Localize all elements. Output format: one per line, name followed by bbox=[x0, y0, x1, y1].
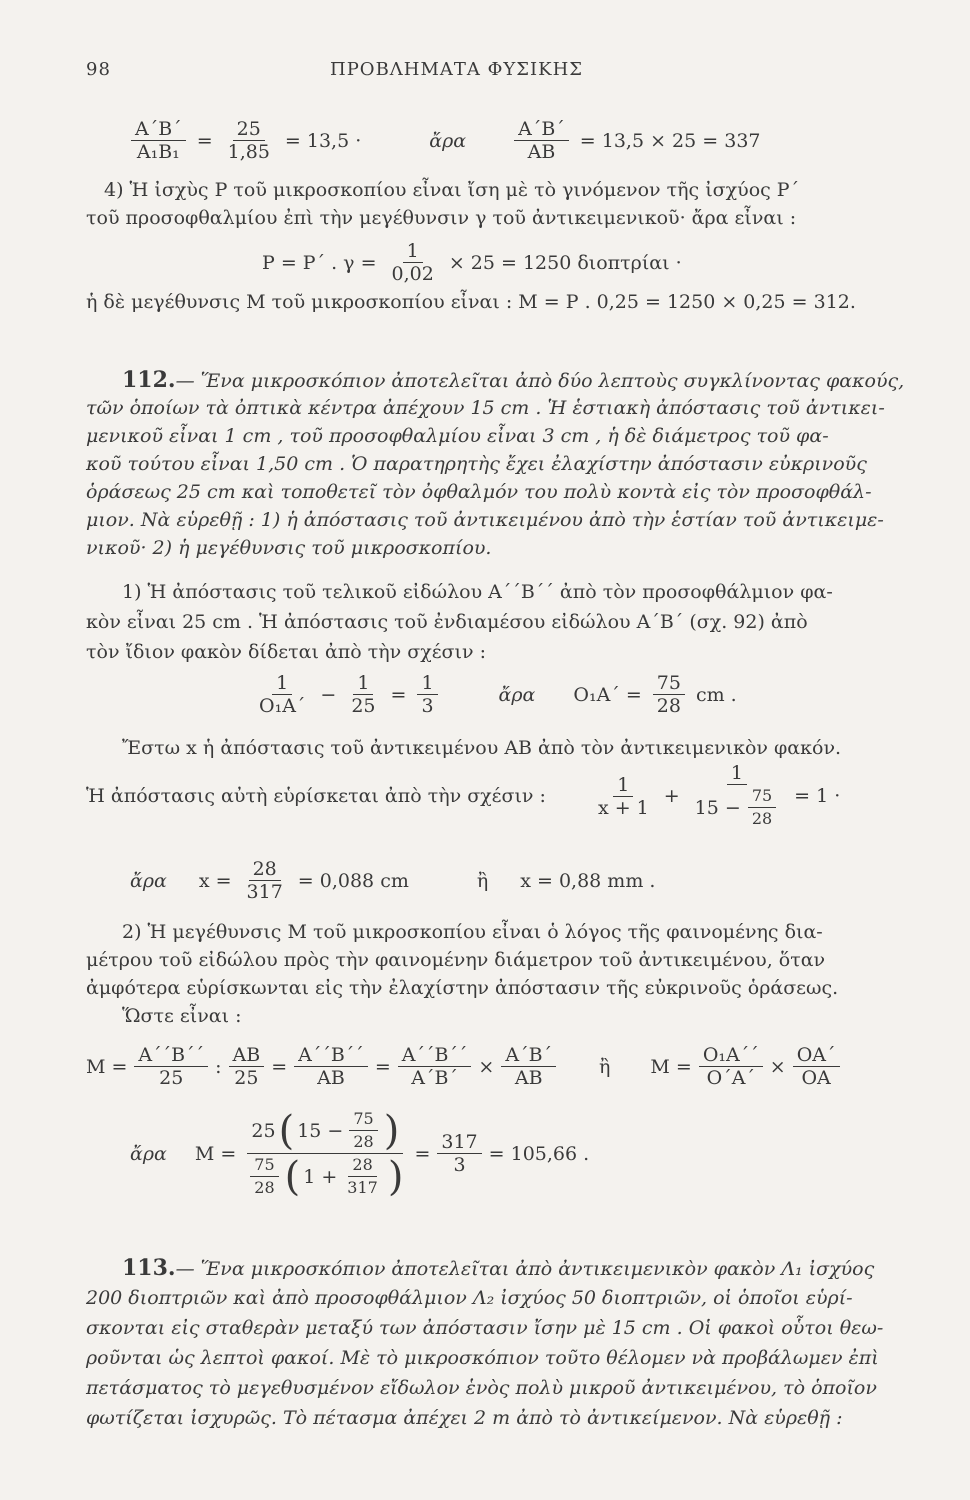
problem-112 bbox=[122, 368, 904, 393]
frac-num: 1 bbox=[353, 672, 373, 695]
text-line: 200 διοπτριῶν καὶ ἀπὸ προσοφθάλμιον Λ₂ ἰσχύος 50 διοπτριῶν, οἱ ὁποῖοι εὑρί- bbox=[86, 1287, 853, 1309]
frac-num: Α΄Β΄ bbox=[514, 118, 569, 141]
frac-den: 25 bbox=[234, 1067, 259, 1089]
ara-word: ἄρα bbox=[130, 1142, 167, 1165]
frac-num: ΑΒ bbox=[229, 1044, 265, 1067]
eq-result: = 0,088 cm bbox=[297, 869, 409, 892]
frac-num: 28 bbox=[348, 1154, 376, 1177]
text-line: σκονται εἰς σταθερὰν μεταξύ των ἀπόστασιν ἴσην μὲ 15 cm . Οἱ φακοὶ οὗτοι θεω- bbox=[86, 1317, 884, 1339]
frac-den: 25 bbox=[351, 695, 376, 717]
eq-result: = 13,5 × 25 = 337 bbox=[579, 129, 761, 152]
frac-den: 28 bbox=[656, 695, 681, 717]
frac-den: x + 1 bbox=[597, 796, 649, 819]
frac-den: ΑΒ bbox=[527, 141, 556, 163]
frac-num: ΟΑ΄ bbox=[793, 1044, 840, 1067]
problem-number: 112. bbox=[122, 367, 176, 393]
eq-sign: = bbox=[390, 683, 407, 706]
text-line: — Ἕνα μικροσκόπιον ἀποτελεῖται ἀπὸ δύο λεπτοὺς συγκλίνοντας φακούς, bbox=[175, 370, 905, 392]
paren-open: ( bbox=[278, 1107, 295, 1154]
frac-num: 1 bbox=[727, 762, 747, 785]
text-line: τῶν ὁποίων τὰ ὀπτικὰ κέντρα ἀπέχουν 15 cm . Ἡ ἑστιακὴ ἀπόστασις τοῦ ἀντικει- bbox=[86, 397, 885, 419]
eq-lhs: Ο₁Α΄ = bbox=[573, 683, 642, 706]
equation-final-m bbox=[130, 1108, 589, 1199]
text-line: μέτρου τοῦ εἰδώλου πρὸς τὴν φαινομένην διάμετρον τοῦ ἀντικειμένου, ὅταν bbox=[86, 949, 826, 971]
paren-open: ( bbox=[284, 1153, 301, 1200]
frac-den: 3 bbox=[453, 1154, 466, 1176]
frac-den: 317 bbox=[246, 881, 283, 903]
frac-num: Α΄΄Β΄΄ bbox=[294, 1044, 368, 1067]
text-line: 2) Ἡ μεγέθυνσις Μ τοῦ μικροσκοπίου εἶναι ὁ λόγος τῆς φαινομένης δια- bbox=[122, 921, 823, 943]
frac-den: 28 bbox=[751, 809, 773, 828]
frac-num: Ο₁Α΄΄ bbox=[699, 1044, 763, 1067]
frac-den: 25 bbox=[159, 1067, 184, 1089]
text-line: μιον. Νὰ εὑρεθῇ : 1) ἡ ἀπόστασις τοῦ ἀντικειμένου ἀπὸ τὴν ἑστίαν τοῦ ἀντικειμε- bbox=[86, 509, 884, 531]
eq-lhs: x = bbox=[198, 869, 232, 892]
text-line: φωτίζεται ἰσχυρῶς. Τὸ πέτασμα ἀπέχει 2 m ἀπὸ τὸ ἀντικείμενον. Νὰ εὑρεθῇ : bbox=[86, 1407, 843, 1429]
frac-den: 1,85 bbox=[227, 141, 270, 163]
text-line: ἀμφότερα εὑρίσκωνται εἰς τὴν ἐλαχίστην ἀπόστασιν τῆς εὐκρινοῦς ὁράσεως. bbox=[86, 977, 839, 999]
text-line: τὸν ἴδιον φακὸν δίδεται ἀπὸ τὴν σχέσιν : bbox=[86, 641, 486, 663]
times-sign: × bbox=[478, 1055, 495, 1078]
or-word: ἢ bbox=[599, 1055, 611, 1078]
equation-lens bbox=[252, 672, 737, 717]
equation-relation bbox=[86, 762, 840, 830]
frac-num: 75 bbox=[250, 1154, 278, 1177]
frac-den bbox=[691, 785, 784, 830]
minus-sign: − bbox=[320, 683, 337, 706]
eq-result: x = 0,88 mm . bbox=[520, 869, 656, 892]
equation-x bbox=[130, 858, 655, 903]
frac-num: 1 bbox=[403, 240, 423, 263]
text-line: Ὥστε εἶναι : bbox=[122, 1005, 242, 1027]
times-sign: × bbox=[769, 1055, 786, 1078]
eq-sign: = bbox=[414, 1142, 431, 1165]
frac-den: Α₁Β₁ bbox=[136, 141, 180, 163]
frac-num: 75 bbox=[349, 1108, 377, 1131]
text-line: 1) Ἡ ἀπόστασις τοῦ τελικοῦ εἰδώλου Α΄΄Β΄΄ ἀπὸ τὸν προσοφθάλμιον φα- bbox=[122, 581, 833, 603]
text-line: τοῦ προσοφθαλμίου ἐπὶ τὴν μεγέθυνσιν γ τοῦ ἀντικειμενικοῦ· ἄρα εἶναι : bbox=[86, 207, 797, 229]
eq-sign: = bbox=[271, 1055, 288, 1078]
frac-num: 317 bbox=[437, 1131, 481, 1154]
frac-den: Ο΄Α΄ bbox=[706, 1067, 755, 1089]
text-line: ροῦνται ὡς λεπτοὶ φακοί. Μὲ τὸ μικροσκόπιον τοῦτο θέλομεν νὰ προβάλωμεν ἐπὶ bbox=[86, 1347, 879, 1369]
eq-lhs: Μ = bbox=[650, 1055, 692, 1078]
frac-num: 28 bbox=[249, 858, 281, 881]
frac-num: Α΄΄Β΄΄ bbox=[398, 1044, 472, 1067]
frac-num: 75 bbox=[748, 785, 776, 808]
frac-num: 1 bbox=[272, 672, 292, 695]
ara-word: ἄρα bbox=[498, 683, 536, 706]
num-term: 15 − bbox=[297, 1119, 344, 1142]
ara-word: ἄρα bbox=[429, 129, 467, 152]
frac-num: 1 bbox=[613, 774, 633, 797]
num-term: 25 bbox=[251, 1119, 276, 1142]
eq-result: = 1 · bbox=[794, 785, 841, 807]
text-line: μενικοῦ εἶναι 1 cm , τοῦ προσοφθαλμίου εἶναι 3 cm , ἡ δὲ διάμετρος τοῦ φα- bbox=[86, 425, 829, 447]
text-line: νικοῦ· 2) ἡ μεγέθυνσις τοῦ μικροσκοπίου. bbox=[86, 537, 492, 559]
frac-num: 25 bbox=[233, 118, 265, 141]
unit: cm . bbox=[695, 683, 737, 706]
frac-den: ΑΒ bbox=[514, 1067, 543, 1089]
colon-sign: : bbox=[215, 1055, 222, 1078]
paren-close: ) bbox=[387, 1153, 404, 1200]
frac-den: Α΄Β΄ bbox=[411, 1067, 458, 1089]
equation-ratio bbox=[128, 118, 761, 163]
text-line: κὸν εἶναι 25 cm . Ἡ ἀπόστασις τοῦ ἐνδιαμέσου εἰδώλου Α΄Β΄ (σχ. 92) ἀπὸ bbox=[86, 611, 808, 633]
problem-number: 113. bbox=[122, 1255, 176, 1281]
text-line: 4) Ἡ ἰσχὺς Ρ τοῦ μικροσκοπίου εἶναι ἴση μὲ τὸ γινόμενον τῆς ἰσχύος Ρ΄ bbox=[104, 179, 800, 201]
text-line: πετάσματος τὸ μεγεθυσμένον εἴδωλον ἑνὸς πολὺ μικροῦ ἀντικειμένου, τὸ ὁποῖον bbox=[86, 1377, 877, 1399]
plus-sign: + bbox=[663, 785, 680, 807]
problem-113 bbox=[122, 1256, 874, 1281]
text-line: Ἡ ἀπόστασις αὐτὴ εὑρίσκεται ἀπὸ τὴν σχέσιν : bbox=[86, 785, 546, 807]
frac-den: 3 bbox=[421, 695, 434, 717]
frac-num: 1 bbox=[417, 672, 437, 695]
eq-sign: = bbox=[374, 1055, 391, 1078]
eq-sign: = bbox=[196, 129, 213, 152]
frac-den: 28 bbox=[254, 1178, 275, 1197]
ara-word: ἄρα bbox=[130, 869, 167, 892]
frac-den: Ο₁Α΄ bbox=[259, 695, 306, 717]
eq-lhs: Μ = bbox=[194, 1142, 237, 1165]
big-frac-num bbox=[247, 1108, 403, 1154]
frac-den: 0,02 bbox=[391, 263, 434, 285]
eq-lhs: Μ = bbox=[86, 1055, 128, 1078]
frac-num: Α΄Β΄ bbox=[501, 1044, 556, 1067]
frac-den: 28 bbox=[353, 1132, 374, 1151]
den-term: 1 + bbox=[303, 1165, 338, 1188]
frac-num: Α΄Β΄ bbox=[131, 118, 186, 141]
big-frac-den bbox=[243, 1154, 407, 1199]
or-word: ἢ bbox=[476, 869, 489, 892]
text-line: ὁράσεως 25 cm καὶ τοποθετεῖ τὸν ὀφθαλμόν του πολὺ κοντὰ εἰς τὸν προσοφθάλ- bbox=[86, 481, 872, 503]
frac-den: ΟΑ bbox=[801, 1067, 831, 1089]
text-line: Ἔστω x ἡ ἀπόστασις τοῦ ἀντικειμένου ΑΒ ἀπὸ τὸν ἀντικειμενικὸν φακόν. bbox=[122, 737, 842, 759]
den-term: 15 − bbox=[694, 796, 741, 819]
paren-close: ) bbox=[383, 1107, 400, 1154]
running-title: ΠΡΟΒΛΗΜΑΤΑ ΦΥΣΙΚΗΣ bbox=[330, 59, 583, 80]
page-number: 98 bbox=[86, 59, 111, 80]
frac-num: 75 bbox=[653, 672, 685, 695]
text-line: — Ἕνα μικροσκόπιον ἀποτελεῖται ἀπὸ ἀντικειμενικὸν φακὸν Λ₁ ἰσχύος bbox=[175, 1258, 875, 1280]
equation-power bbox=[262, 240, 682, 285]
eq-lhs: Ρ = Ρ΄ . γ = bbox=[262, 251, 377, 274]
equation-magnification bbox=[86, 1044, 843, 1089]
text-line: κοῦ τούτου εἶναι 1,50 cm . Ὁ παρατηρητὴς ἔχει ἐλαχίστην ἀπόστασιν εὐκρινοῦς bbox=[86, 453, 867, 475]
text-line: ἡ δὲ μεγέθυνσις Μ τοῦ μικροσκοπίου εἶναι : Μ = Ρ . 0,25 = 1250 × 0,25 = 312. bbox=[86, 291, 856, 313]
eq-result: = 105,66 . bbox=[488, 1142, 590, 1165]
frac-den: ΑΒ bbox=[317, 1067, 345, 1089]
eq-rhs: × 25 = 1250 διοπτρίαι · bbox=[448, 251, 682, 274]
frac-num: Α΄΄Β΄΄ bbox=[134, 1044, 208, 1067]
eq-result: = 13,5 · bbox=[284, 129, 362, 152]
frac-den: 317 bbox=[347, 1178, 378, 1197]
